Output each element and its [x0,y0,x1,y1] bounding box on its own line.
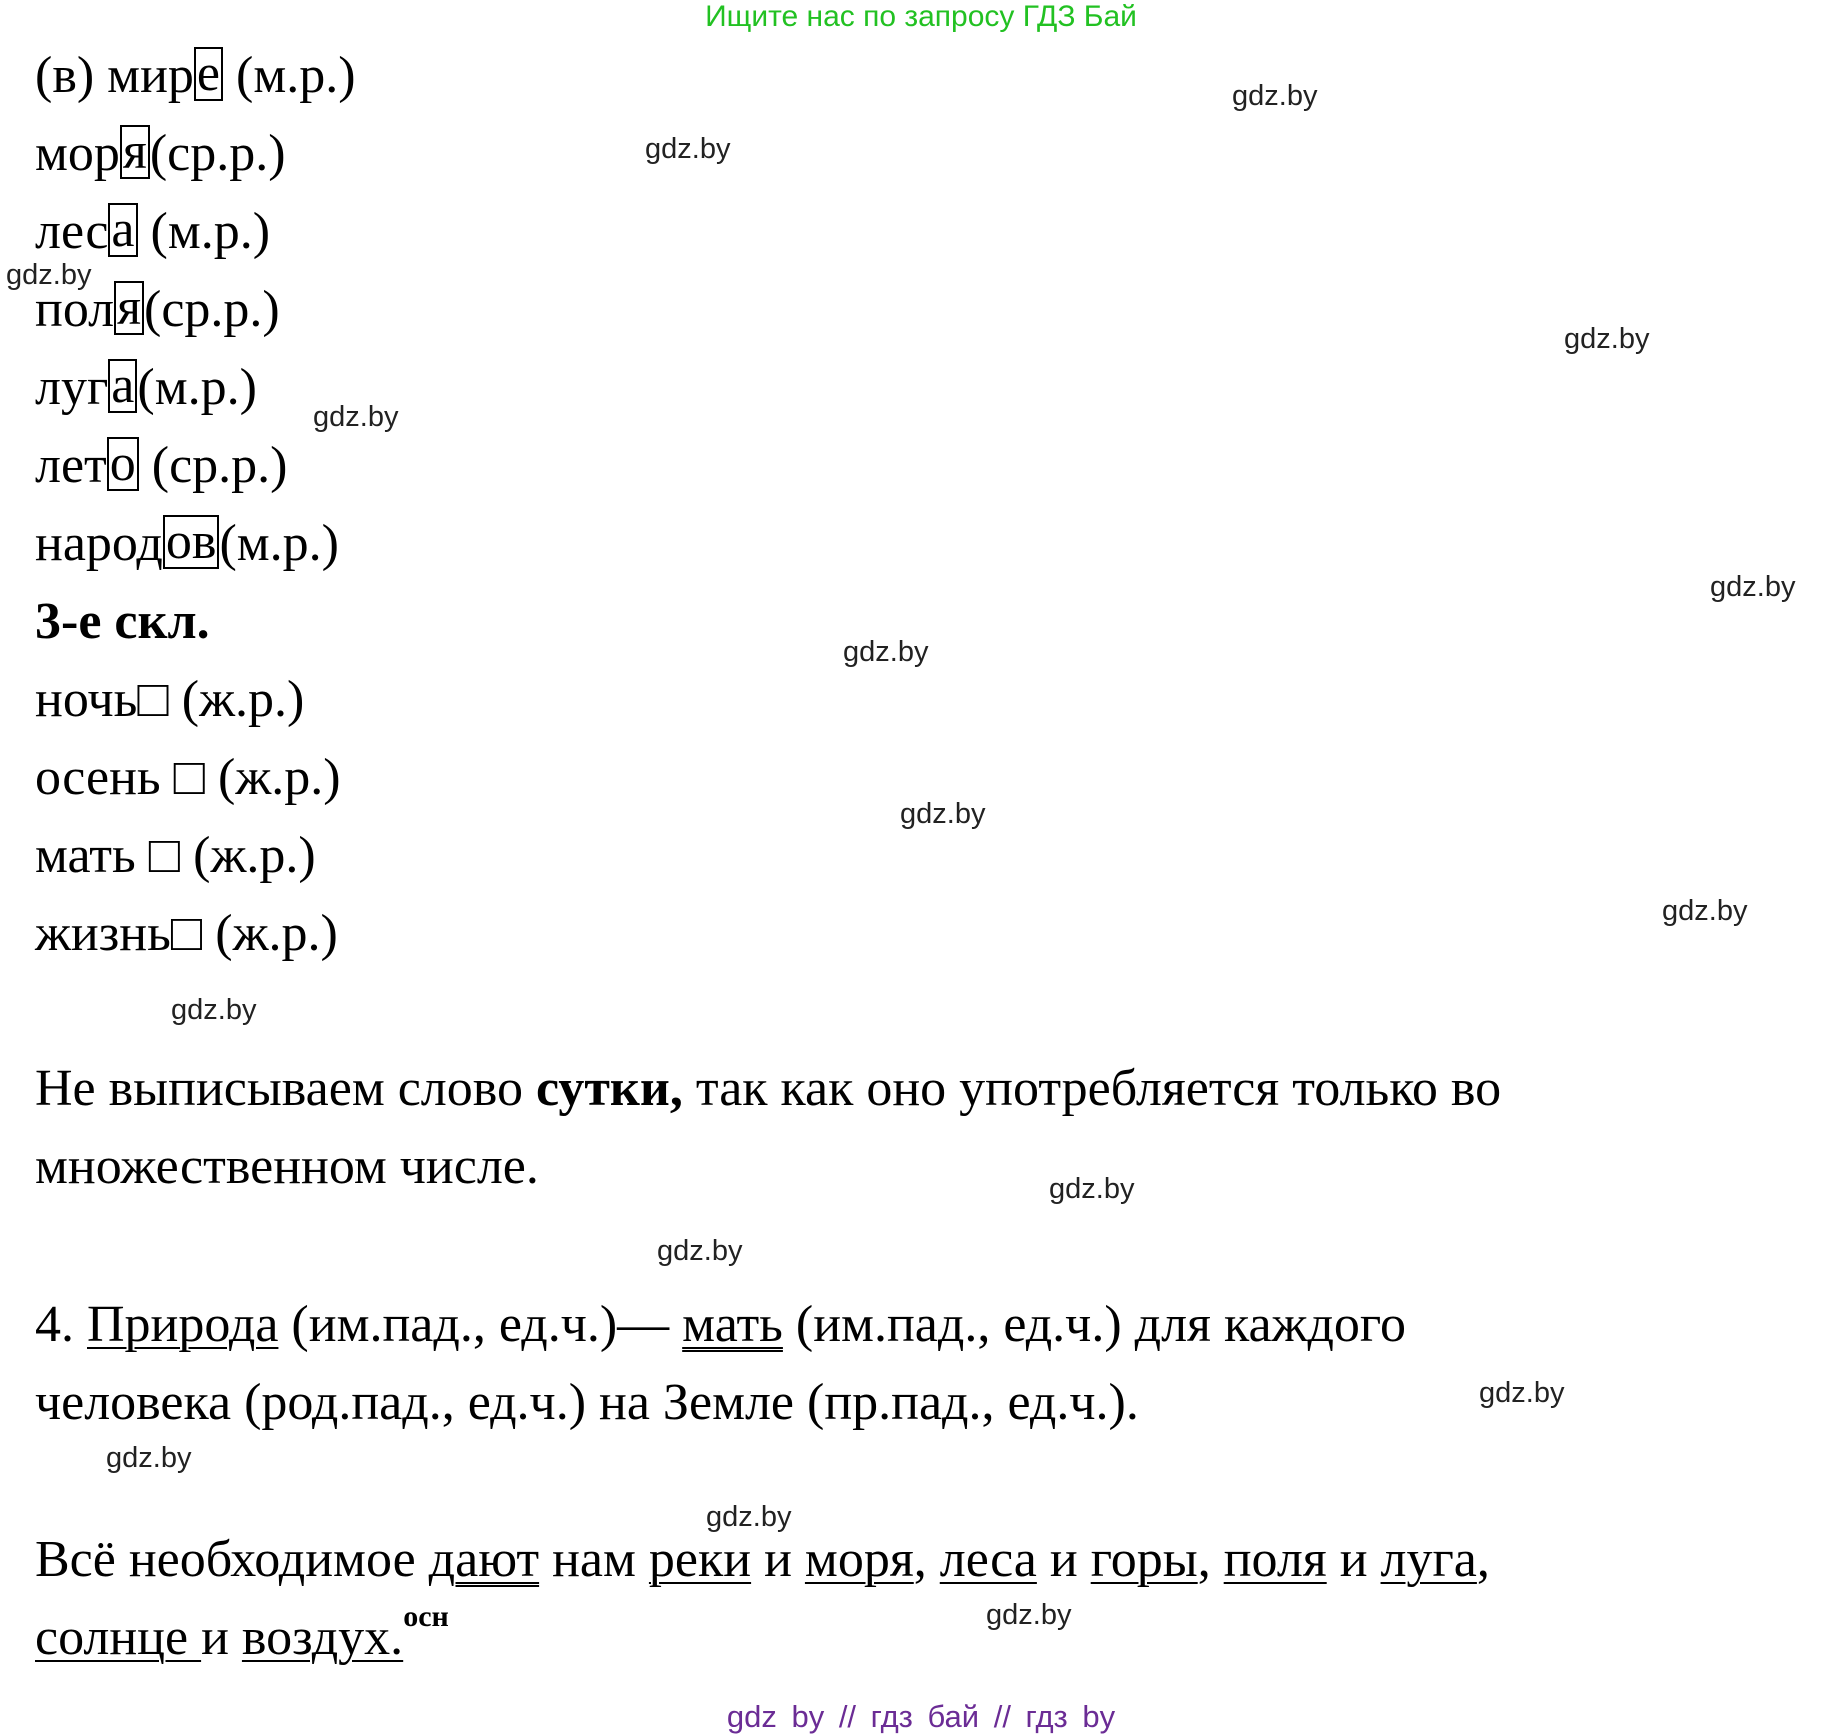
subject-word: воздух. [241,1609,404,1666]
watermark: gdz.by [986,1599,1072,1631]
word-line-5: луга(м.р.) [35,357,257,416]
ending-box: а [108,359,137,413]
declension3-item: жизнь□ (ж.р.) [35,905,338,962]
watermark: gdz.by [1479,1377,1565,1409]
declension3-item: осень □ (ж.р.) [35,749,341,806]
task4-line-1: 4. Природа (им.пад., ед.ч.)— мать (им.пад., ед.ч.) для каждого [35,1296,1406,1353]
watermark: gdz.by [106,1442,192,1474]
watermark: gdz.by [1049,1173,1135,1205]
watermark: gdz.by [171,994,257,1026]
watermark: gdz.by [1564,323,1650,355]
subject-word: поля [1223,1531,1327,1588]
word-line-1: (в) мире (м.р.) [35,45,356,104]
subject-word: горы [1090,1531,1198,1588]
sentence-line-1: Всё необходимое дают нам реки и моря, леса и горы, поля и луга, [35,1531,1490,1588]
watermark: gdz.by [900,798,986,830]
watermark: gdz.by [657,1235,743,1267]
word-line-6: лето (ср.р.) [35,435,288,494]
sentence-line-2: солнце и воздух.$^{осн}$ [35,1600,449,1666]
word-line-2: моря(ср.р.) [35,123,286,182]
predicate-word: дают [428,1531,540,1588]
search-banner: Ищите нас по запросу ГДЗ Бай [705,0,1137,33]
predicate-word: мать [682,1296,783,1353]
note-line-2: множественном числе. [35,1138,539,1195]
ending-box: е [194,47,223,101]
subject-word: моря [804,1531,914,1588]
ending-box: о [107,437,139,491]
footer-links: gdz by // гдз бай // гдз by [726,1699,1116,1734]
word-line-7: народов(м.р.) [35,513,339,572]
subject-word: реки [648,1531,752,1588]
watermark: gdz.by [1232,80,1318,112]
superscript-label: осн [403,1600,449,1633]
declension3-item: мать □ (ж.р.) [35,827,316,884]
ending-box: я [120,125,150,179]
subject-word: леса [939,1531,1037,1588]
word-line-3: леса (м.р.) [35,201,271,260]
note-line-1: Не выписываем слово сутки, так как оно употребляется только во [35,1060,1502,1117]
ending-box: я [114,281,144,335]
subject-word: Природа [87,1296,279,1353]
watermark: gdz.by [645,133,731,165]
watermark: gdz.by [313,401,399,433]
ending-box: а [108,203,137,257]
note-bold-word: сутки, [535,1060,683,1117]
declension3-item: ночь□ (ж.р.) [35,671,305,728]
declension3-title: 3-е скл. [35,593,210,650]
watermark: gdz.by [1662,895,1748,927]
watermark: gdz.by [706,1501,792,1533]
word-line-4: поля(ср.р.) [35,279,280,338]
watermark: gdz.by [843,636,929,668]
subject-word: солнце [35,1609,202,1666]
ending-box: ов [163,515,220,569]
watermark: gdz.by [6,259,92,291]
subject-word: луга [1380,1531,1477,1588]
task4-line-2: человека (род.пад., ед.ч.) на Земле (пр.пад., ед.ч.). [35,1374,1139,1431]
watermark: gdz.by [1710,571,1796,603]
